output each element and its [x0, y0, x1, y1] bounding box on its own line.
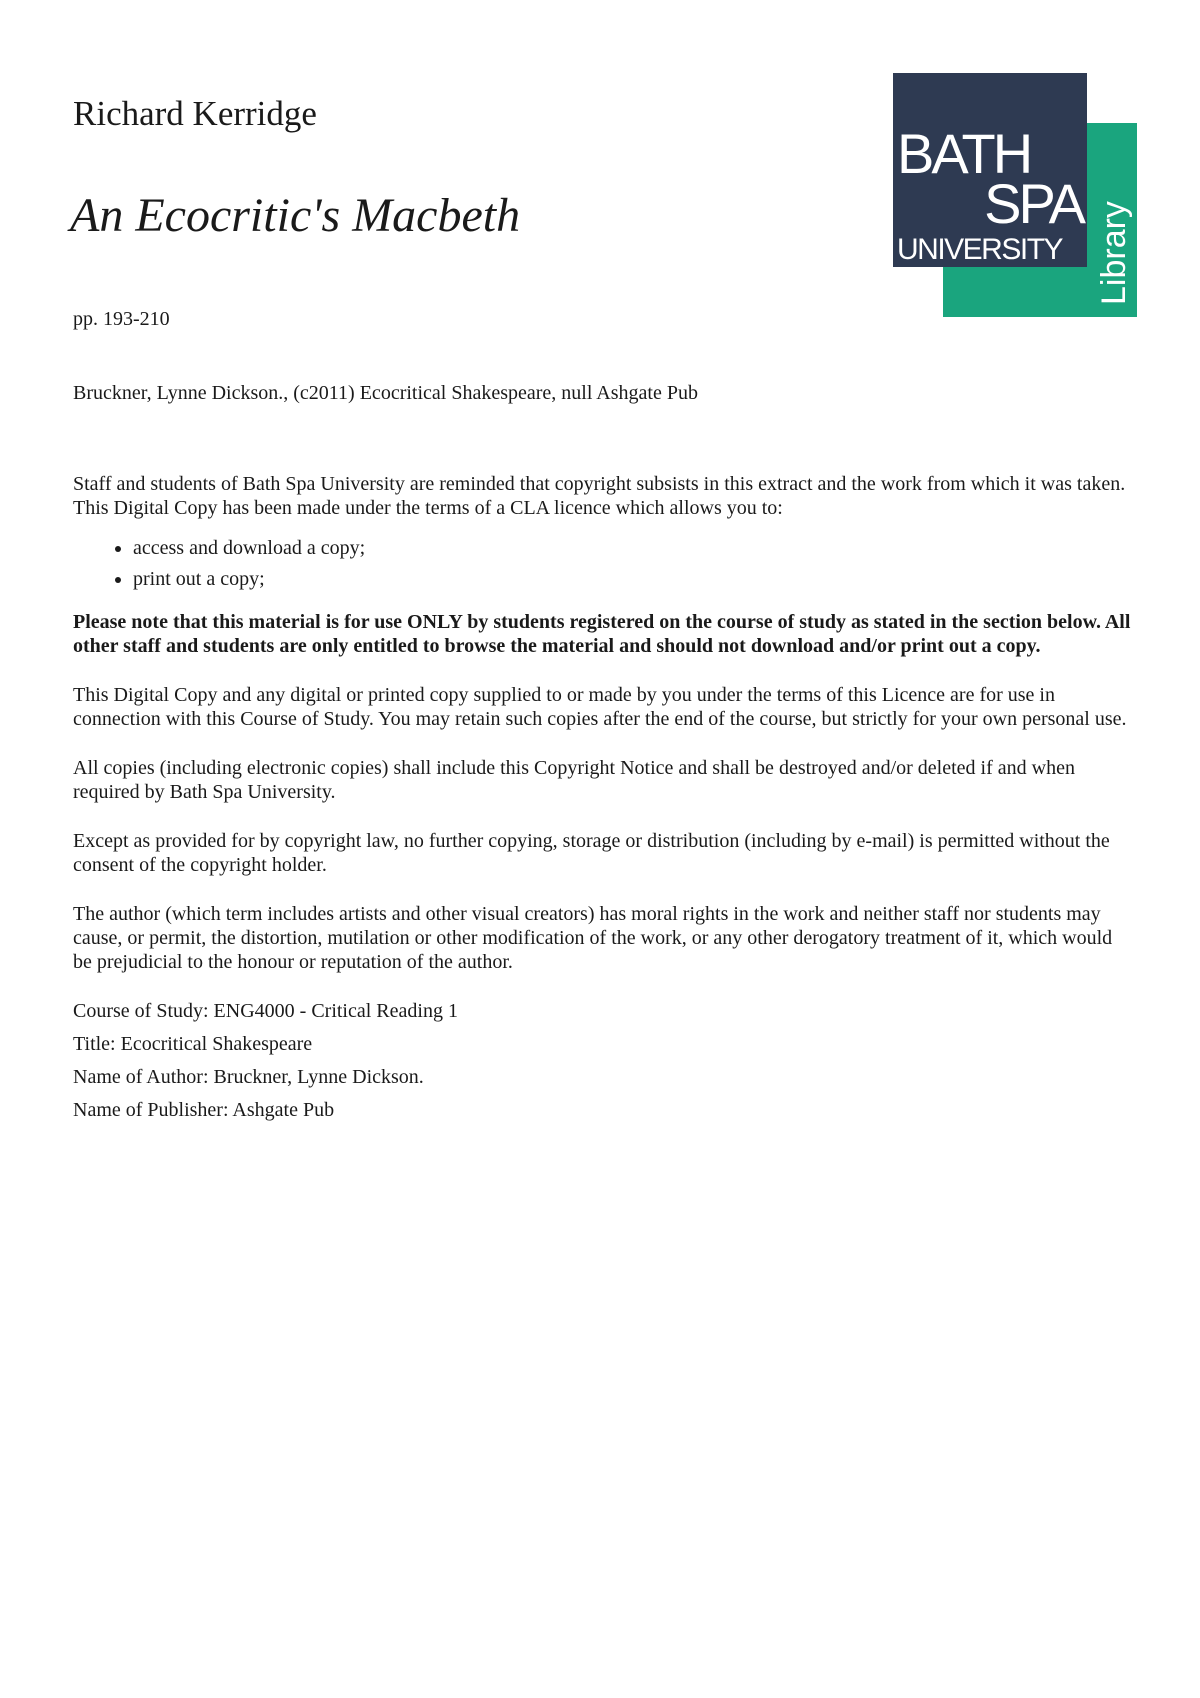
course-author: Name of Author: Bruckner, Lynne Dickson. [73, 1066, 424, 1088]
notice-paragraph-moral-rights: The author (which term includes artists and other visual creators) has moral rights in the work and neither staff nor students may cause, or permit, the distortion, mutilation or other modification of the work, or any other derogatory treatment of it, which would be prejudicial to the honour or reputation of the author. [73, 903, 1113, 973]
bold-warning: Please note that this material is for use ONLY by students registered on the course of study as stated in the section below. All other staff and students are only entitled to browse the material and should not download and/or print out a copy. [73, 611, 1131, 657]
citation: Bruckner, Lynne Dickson., (c2011) Ecocritical Shakespeare, null Ashgate Pub [73, 382, 698, 404]
list-item: • print out a copy; [133, 567, 1133, 591]
course-of-study: Course of Study: ENG4000 - Critical Reading 1 [73, 1000, 458, 1022]
chapter-title: An Ecocritic's Macbeth [70, 189, 521, 242]
notice-paragraph-copying: Except as provided for by copyright law, no further copying, storage or distribution (including by e-mail) is permitted without the consent of the copyright holder. [73, 830, 1110, 876]
logo-text-university: UNIVERSITY [897, 233, 1063, 266]
notice-paragraph-usage: This Digital Copy and any digital or printed copy supplied to or made by you under the terms of this Licence are for use in connection with this Course of Study. You may retain such copies after the end of the course, but strictly for your own personal use. [73, 684, 1127, 730]
permission-list [73, 536, 1133, 591]
course-title: Title: Ecocritical Shakespeare [73, 1033, 313, 1055]
notice-intro: Staff and students of Bath Spa University are reminded that copyright subsists in this extract and the work from which it was taken. This Digital Copy has been made under the terms of a CLA licence which allows you to: [73, 473, 1126, 519]
author-name: Richard Kerridge [73, 94, 317, 133]
logo-text-bath: BATH [897, 122, 1031, 185]
logo-text-library: Library [1095, 201, 1133, 305]
notice-paragraph-copies: All copies (including electronic copies) shall include this Copyright Notice and shall be destroyed and/or deleted if and when required by Bath Spa University. [73, 757, 1075, 803]
copyright-notice [73, 472, 1133, 1131]
page-range: pp. 193-210 [73, 308, 170, 330]
course-publisher: Name of Publisher: Ashgate Pub [73, 1099, 335, 1121]
bath-spa-library-logo [893, 73, 1137, 317]
logo-text-spa: SPA [984, 172, 1083, 235]
list-item: • access and download a copy; [133, 536, 1133, 560]
